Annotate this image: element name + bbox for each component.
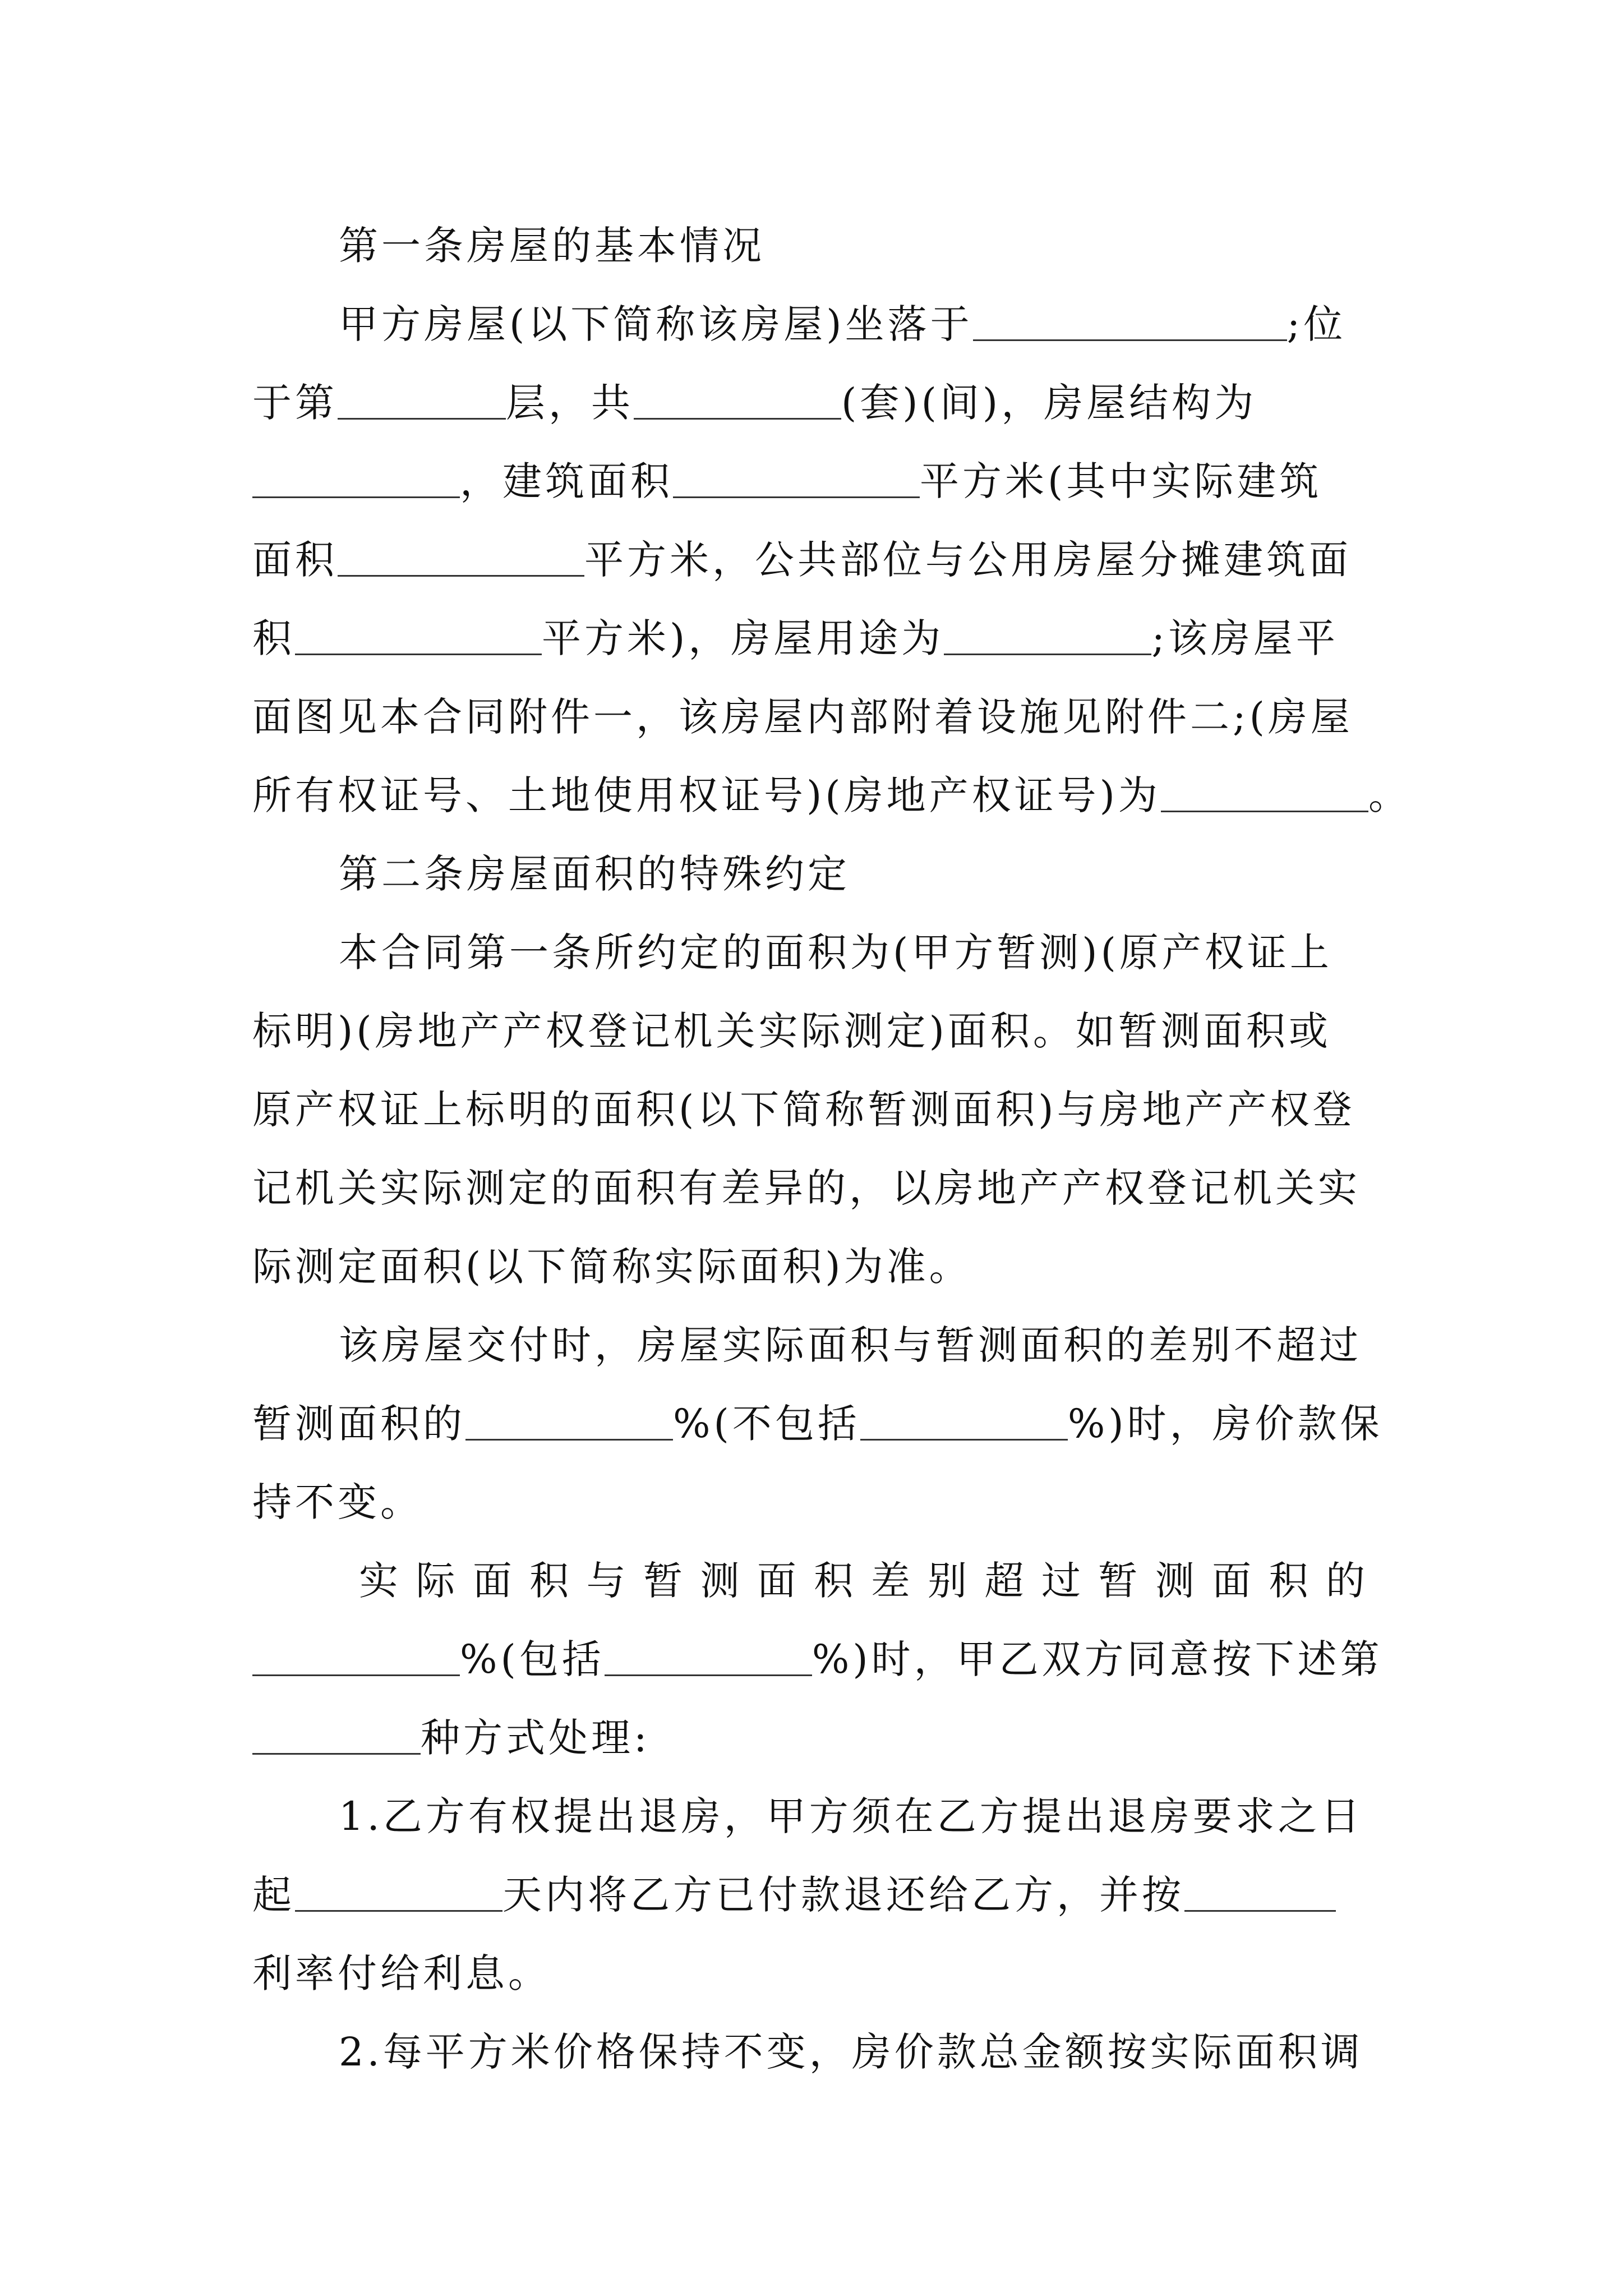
text-segment: 该房屋交付时，房屋实际面积与暂测面积的差别不超过: [339, 1322, 1362, 1368]
text-segment: (套)(间)，房屋结构为: [841, 380, 1257, 426]
text-segment: 层，共: [506, 380, 634, 426]
fill-blank-floor[interactable]: [338, 379, 506, 420]
text-segment: 天内将乙方已付款退还给乙方，并按: [502, 1872, 1184, 1918]
text-segment: 际测定面积(以下简称实际面积)为准。: [252, 1244, 972, 1290]
text-segment: %)时，房价款保: [1067, 1401, 1383, 1447]
text-line: [252, 285, 1380, 364]
text-segment: 实际面积与暂测面积差别超过暂测面积的: [359, 1558, 1380, 1604]
text-segment: ，建筑面积: [460, 458, 673, 504]
text-segment: 本合同第一条所约定的面积为(甲方暂测)(原产权证上: [339, 930, 1332, 976]
fill-blank-percent-1[interactable]: [465, 1400, 673, 1441]
text-segment: 暂测面积的: [252, 1401, 465, 1447]
text-segment: 种方式处理:: [421, 1715, 651, 1761]
text-line: [252, 1699, 1380, 1777]
text-line: [252, 1227, 1380, 1306]
text-segment: 平方米，公共部位与公用房屋分摊建筑面: [584, 537, 1352, 583]
text-line: [252, 599, 1380, 678]
text-line: [252, 756, 1411, 835]
fill-blank-shared-area[interactable]: [295, 614, 542, 655]
text-segment: 利率付给利息。: [252, 1950, 551, 1996]
text-line: [252, 2013, 1380, 2091]
text-line: [252, 1306, 1380, 1384]
text-segment: 所有权证号、土地使用权证号)(房地产权证号)为: [252, 772, 1161, 818]
fill-blank-usage[interactable]: [944, 614, 1151, 655]
fill-blank-actual-area[interactable]: [338, 536, 584, 577]
text-line: [252, 913, 1380, 992]
fill-blank-location[interactable]: [973, 300, 1287, 341]
text-segment: %(包括: [460, 1636, 605, 1682]
text-segment: 于第: [252, 380, 338, 426]
text-line: [252, 1149, 1380, 1227]
text-segment: 起: [252, 1872, 295, 1918]
text-line: [252, 1384, 1383, 1463]
fill-blank-floor-area[interactable]: [673, 457, 920, 498]
text-line: [359, 1542, 1380, 1620]
text-line: [252, 1070, 1380, 1149]
text-line: [252, 992, 1380, 1070]
text-segment: ;位: [1287, 301, 1347, 347]
fill-blank-interest-rate[interactable]: [1184, 1871, 1336, 1912]
fill-blank-percent-4[interactable]: [605, 1635, 812, 1676]
heading-article-1: 第一条房屋的基本情况: [339, 223, 765, 269]
text-segment: 。: [1368, 772, 1411, 818]
text-line: [252, 442, 1380, 521]
text-line: [252, 521, 1380, 599]
text-segment: 标明)(房地产产权登记机关实际测定)面积。如暂测面积或: [252, 1008, 1331, 1054]
text-line: [252, 678, 1380, 756]
text-line: [252, 835, 1380, 913]
text-segment: %)时，甲乙双方同意按下述第: [811, 1636, 1383, 1682]
text-segment: 甲方房屋(以下简称该房屋)坐落于: [339, 301, 973, 347]
text-segment: 原产权证上标明的面积(以下简称暂测面积)与房地产产权登: [252, 1087, 1355, 1133]
text-line: [252, 1620, 1383, 1699]
fill-blank-units[interactable]: [634, 379, 841, 420]
text-segment: 面积: [252, 537, 338, 583]
text-segment: 持不变。: [252, 1479, 423, 1525]
text-line: [252, 364, 1380, 442]
text-line: [252, 1777, 1380, 1856]
fill-blank-certificate-number[interactable]: [1161, 771, 1368, 812]
text-line: [252, 1463, 1380, 1542]
text-segment: 记机关实际测定的面积有差异的，以房地产产权登记机关实: [252, 1165, 1361, 1211]
text-segment: ;该房屋平: [1151, 615, 1339, 661]
fill-blank-structure[interactable]: [252, 457, 460, 498]
text-segment: 面图见本合同附件一，该房屋内部附着设施见附件二;(房屋: [252, 694, 1353, 740]
text-segment: 平方米(其中实际建筑: [920, 458, 1322, 504]
fill-blank-percent-2[interactable]: [860, 1400, 1068, 1441]
list-item-1: 1.乙方有权提出退房，甲方须在乙方提出退房要求之日: [339, 1793, 1363, 1839]
text-line: [252, 1856, 1380, 1934]
heading-article-2: 第二条房屋面积的特殊约定: [339, 851, 850, 897]
text-segment: 积: [252, 615, 295, 661]
fill-blank-days[interactable]: [295, 1871, 502, 1912]
text-segment: 平方米)，房屋用途为: [542, 615, 944, 661]
text-line: [252, 1934, 1380, 2013]
text-segment: %(不包括: [673, 1401, 860, 1447]
fill-blank-percent-3[interactable]: [252, 1635, 460, 1676]
text-line: [252, 206, 1380, 285]
list-item-2: 2.每平方米价格保持不变，房价款总金额按实际面积调: [339, 2029, 1363, 2075]
fill-blank-method[interactable]: [252, 1714, 421, 1755]
